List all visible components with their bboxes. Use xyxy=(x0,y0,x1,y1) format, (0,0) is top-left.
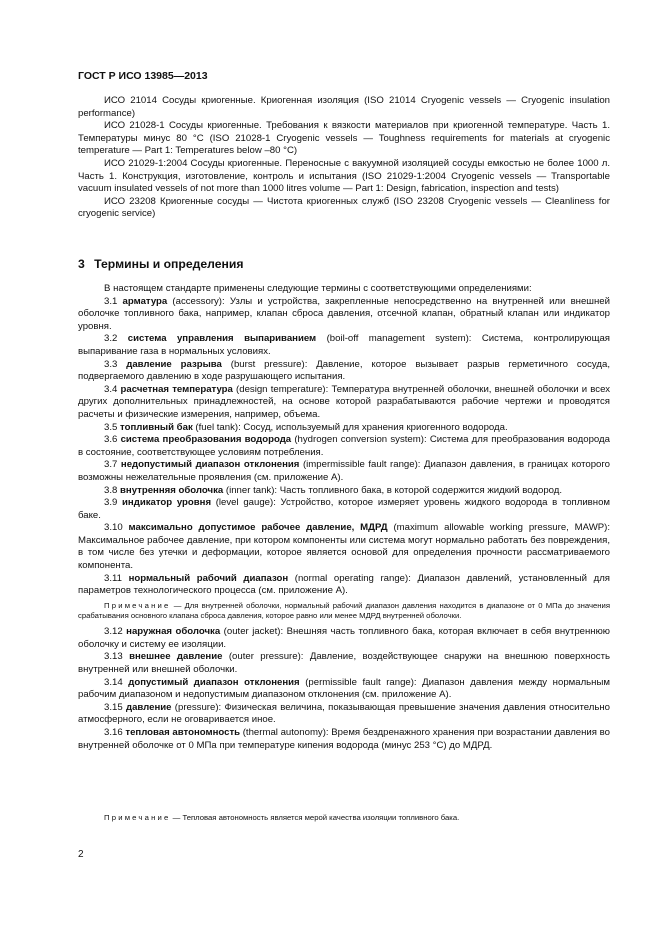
section-number: 3 xyxy=(78,257,85,271)
definition-text: (hydrogen conversion system): Система для преобразования водорода в состояние, соответствующее условиям потребления. xyxy=(78,434,610,458)
definition-text: (fuel tank): Сосуд, используемый для хранения криогенного водорода. xyxy=(192,421,508,433)
definition-text: (thermal autonomy): Время бездренажного хранения при возрастании давления во внутренней оболочке от 0 МПа при температуре кипения водорода (минус 253 °С) до МДРД. xyxy=(78,727,610,751)
definition-text: (maximum allowable working pressure, MAWP): Максимальное рабочее давление, при котором компоненты или система могут нормально работать без повреждения, в том числе без утечки и деформации, которое является основой для определения прочности рассматриваемого компонента. xyxy=(78,522,611,572)
definition-term: система управления выпариванием xyxy=(127,333,317,345)
definition-term: топливный бак xyxy=(120,421,193,433)
definition-term: расчетная температура xyxy=(120,383,233,395)
definition-number: 3.2 xyxy=(104,333,118,345)
definition-item xyxy=(78,422,610,435)
definition-item xyxy=(78,384,610,422)
page-number: 2 xyxy=(78,849,84,860)
definition-note xyxy=(78,813,610,823)
definition-item xyxy=(78,497,610,522)
definition-term: индикатор уровня xyxy=(122,497,212,509)
definition-number: 3.5 xyxy=(104,421,118,433)
note-label: Примечание xyxy=(104,600,171,610)
normative-references xyxy=(78,95,610,221)
definition-number: 3.1 xyxy=(104,295,118,307)
definition-item xyxy=(78,485,610,498)
definition-term: допустимый диапазон отклонения xyxy=(128,676,300,688)
definition-term: давление разрыва xyxy=(126,358,222,370)
definition-text: (burst pressure): Давление, которое вызывает разрыв герметичного сосуда, подвергаемого давлению в ходе разрушающего испытания. xyxy=(78,358,611,383)
definition-text: (normal operating range): Диапазон давлений, установленный для параметров технологического процесса (см. приложение А). xyxy=(78,572,610,597)
note-text: — Для внутренней оболочки, нормальный рабочий диапазон давления находится в диапазоне от 0 МПа до значения срабатывания основного клапана сброса давления, которое равно или менее МДРД внутренней оболочки. xyxy=(78,600,610,621)
definition-number: 3.14 xyxy=(104,676,123,688)
definition-term: система преобразования водорода xyxy=(120,434,292,446)
definition-item xyxy=(78,296,610,334)
definition-item xyxy=(78,573,610,598)
definition-number: 3.10 xyxy=(104,522,123,534)
definition-number: 3.7 xyxy=(104,459,118,471)
definition-item xyxy=(78,359,610,384)
section-heading xyxy=(78,257,243,271)
definition-note xyxy=(78,601,610,621)
definition-number: 3.4 xyxy=(104,383,118,395)
definition-number: 3.11 xyxy=(104,572,122,584)
definition-item xyxy=(78,333,610,358)
definition-number: 3.6 xyxy=(104,434,118,446)
reference-item: ИСО 21029-1:2004 Сосуды криогенные. Переносные с вакуумной изоляцией сосуды емкостью не более 1000 л. Часть 1. Конструкция, изготовление, контроль и испытания (ISO 21029-1:2004 Cryogenic vessels — Transportable vacuum insulated vessels of not more than 1000 litres volume — Part 1: Design, fabrication, inspection and tests) xyxy=(78,157,610,195)
section-title: Термины и определения xyxy=(94,257,244,271)
definition-term: наружная оболочка xyxy=(126,626,221,638)
definition-number: 3.13 xyxy=(104,651,123,663)
definition-term: давление xyxy=(125,701,172,713)
definition-term: максимально допустимое рабочее давление, МДРД xyxy=(128,522,388,534)
reference-item: ИСО 23208 Криогенные сосуды — Чистота криогенных служб (ISO 23208 Cryogenic vessels — Cleanliness for cryogenic service) xyxy=(78,195,610,220)
note-label: Примечание xyxy=(104,813,171,822)
definition-item xyxy=(78,434,610,459)
definition-text: (boil-off management system): Система, контролирующая выпаривание газа в нормальных условиях. xyxy=(78,333,610,357)
definition-number: 3.15 xyxy=(104,701,123,713)
definitions-intro: В настоящем стандарте применены следующие термины с соответствующими определениями: xyxy=(104,283,532,294)
definition-item xyxy=(78,459,610,484)
document-header: ГОСТ Р ИСО 13985—2013 xyxy=(78,70,208,82)
definition-text: (impermissible fault range): Диапазон давления, в границах которого возможны нежелательные проявления (см. приложение А). xyxy=(78,459,610,483)
definition-term: внешнее давление xyxy=(129,651,223,663)
definition-term: арматура xyxy=(122,295,168,307)
note-text: — Тепловая автономность является мерой качества изоляции топливного бака. xyxy=(170,813,460,822)
definition-term: тепловая автономность xyxy=(125,727,241,738)
definition-text: (outer pressure): Давление, воздействующее снаружи на внешнюю поверхность внутренней или внешней оболочки. xyxy=(78,651,610,676)
definition-text: (outer jacket): Внешняя часть топливного бака, которая включает в себя внутреннюю оболочку и систему ее изоляции. xyxy=(78,626,610,650)
definition-item xyxy=(78,702,610,727)
definition-term: внутренняя оболочка xyxy=(120,484,224,496)
definition-item xyxy=(78,522,610,572)
definition-item xyxy=(78,677,610,702)
definition-number: 3.16 xyxy=(104,727,123,738)
definition-term: нормальный рабочий диапазон xyxy=(128,572,289,584)
definition-number: 3.12 xyxy=(104,626,123,638)
definition-text: (pressure): Физическая величина, показывающая превышение значения давления относительно атмосферного, если не оговаривается иное. xyxy=(78,701,610,726)
definition-text: (level gauge): Устройство, которое измеряет уровень жидкого водорода в топливном баке. xyxy=(78,497,611,521)
reference-item: ИСО 21014 Сосуды криогенные. Криогенная изоляция (ISO 21014 Cryogenic vessels — Cryogenic insulation performance) xyxy=(78,95,610,119)
definition-number: 3.8 xyxy=(104,484,118,496)
definition-text: (permissible fault range): Диапазон давления между нормальным рабочим диапазоном и недопустимым диапазоном отклонения (см. приложение А). xyxy=(78,676,610,701)
definition-term: недопустимый диапазон отклонения xyxy=(120,459,300,471)
definition-text: (inner tank): Часть топливного бака, в которой содержится жидкий водород. xyxy=(223,484,563,496)
definitions-list xyxy=(78,283,610,752)
reference-item: ИСО 21028-1 Сосуды криогенные. Требования к вязкости материалов при криогенной температуре. Часть 1. Температуры минус 80 °С (ISO 21028-1 Cryogenic vessels — Toughness requirements for materials at cryogenic temperature — Part 1: Temperatures below –80 °C) xyxy=(78,120,610,157)
definition-item xyxy=(78,626,610,651)
definition-item xyxy=(78,651,610,676)
definition-number: 3.9 xyxy=(104,497,118,509)
definition-text: (accessory): Узлы и устройства, закрепленные непосредственно на внутренней или внешней оболочке топливного бака, например, клапан сброса давления, отсечной клапан, обратный клапан или индикатор уровня. xyxy=(78,295,610,332)
definition-text: (design temperature): Температура внутренней оболочки, внешней оболочки и всех других дополнительных принадлежностей, на основе которой разрабатываются рабочие чертежи и проводятся расчеты и физические измерения, например, объема. xyxy=(78,383,611,420)
definition-number: 3.3 xyxy=(104,358,118,370)
definition-item xyxy=(78,727,610,752)
